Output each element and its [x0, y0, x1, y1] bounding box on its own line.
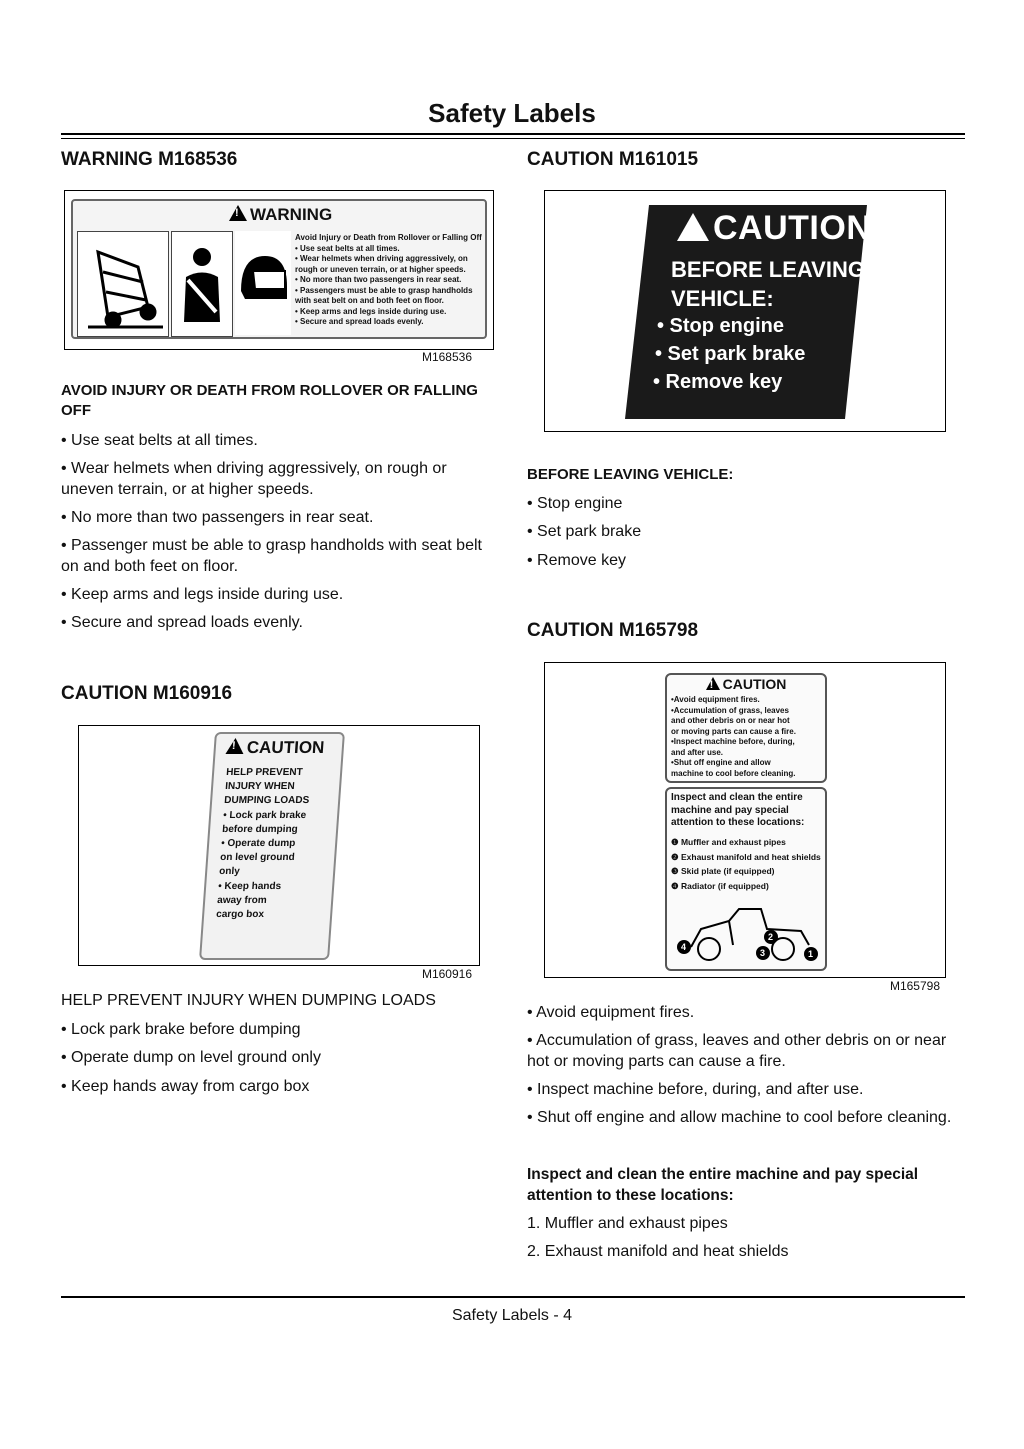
warning-m168536-subheading: AVOID INJURY OR DEATH FROM ROLLOVER OR FALLING OFF [61, 382, 478, 419]
caution-m160916-subheading: HELP PREVENT INJURY WHEN DUMPING LOADS [61, 992, 436, 1009]
list-item: • Wear helmets when driving aggressively, on rough or uneven terrain, or at higher speeds. [61, 460, 447, 498]
caution-m165798-code: M165798 [889, 979, 940, 993]
list-item: • Use seat belts at all times. [61, 432, 258, 449]
list-item: • Operate dump on level ground only [61, 1049, 321, 1066]
caution-m160916-decal-frame [78, 725, 480, 966]
list-item: • Shut off engine and allow machine to cool before cleaning. [527, 1109, 952, 1126]
rollover-pictogram-icon [77, 231, 169, 337]
numbered-item: 2. Exhaust manifold and heat shields [527, 1243, 789, 1260]
caution-m160916-heading: CAUTION M160916 [61, 683, 233, 704]
seatbelt-pictogram-icon [171, 231, 233, 337]
leaving-vehicle-decal-title: BEFORE LEAVING VEHICLE: [671, 257, 865, 311]
list-item: • Secure and spread loads evenly. [61, 614, 303, 631]
svg-text:4: 4 [681, 942, 687, 952]
svg-text:3: 3 [760, 948, 766, 958]
inspect-title: Inspect and clean the entire machine and pay special attention to these locations: [671, 792, 805, 828]
leaving-vehicle-decal-header: CAUTION [677, 209, 871, 248]
alert-triangle-icon [677, 213, 709, 241]
list-item: • Stop engine [527, 495, 623, 512]
fire-caution-decal-bottom [665, 787, 827, 971]
caution-m160916-code: M160916 [421, 967, 472, 981]
caution-m161015-heading: CAUTION M161015 [527, 149, 699, 170]
svg-text:2: 2 [768, 932, 774, 942]
warning-decal-header: !WARNING [229, 205, 332, 225]
list-item: • Avoid equipment fires. [527, 1004, 695, 1021]
fire-caution-header: !CAUTION [667, 676, 825, 692]
list-item: • Passenger must be able to grasp handholds with seat belt on and both feet on floor. [61, 537, 482, 575]
warning-decal [71, 199, 487, 339]
list-item: • Set park brake [527, 523, 642, 540]
alert-triangle-icon [706, 677, 720, 690]
alert-triangle-icon [225, 738, 244, 754]
decal-item: • Set park brake [655, 343, 806, 365]
caution-m165798-subheading: Inspect and clean the entire machine and pay special attention to these locations: [527, 1166, 919, 1204]
alert-triangle-icon [229, 205, 247, 221]
list-item: • Keep arms and legs inside during use. [61, 586, 344, 603]
list-item: • Remove key [527, 552, 626, 569]
list-item: • Lock park brake before dumping [61, 1021, 301, 1038]
numbered-item: 1. Muffler and exhaust pipes [527, 1215, 728, 1232]
footer-rule [61, 1296, 965, 1298]
title-rule [61, 133, 965, 135]
dump-caution-text: HELP PREVENT INJURY WHEN DUMPING LOADS • Lock park brake before dumping • Operate dump on level ground only • Keep hands away from cargo box [215, 767, 310, 921]
decal-item: • Stop engine [657, 315, 785, 337]
svg-text:1: 1 [808, 949, 814, 959]
list-item: • No more than two passengers in rear seat. [61, 509, 374, 526]
page-footer: Safety Labels - 4 [451, 1307, 573, 1324]
fire-caution-decal-top [665, 673, 827, 783]
page-title: Safety Labels [428, 98, 596, 128]
caution-m161015-decal-frame [544, 190, 946, 432]
caution-m165798-heading: CAUTION M165798 [527, 620, 699, 641]
warning-m168536-code: M168536 [421, 350, 472, 364]
list-item: • Inspect machine before, during, and after use. [527, 1081, 864, 1098]
dump-caution-header: !CAUTION [225, 738, 325, 758]
inspect-locations: ❶ Muffler and exhaust pipes ❷ Exhaust manifold and heat shields ❸ Skid plate (if equipped) ❹ Radiator (if equipped) [671, 837, 821, 891]
caution-m165798-decal-frame [544, 662, 946, 978]
list-item: • Keep hands away from cargo box [61, 1078, 310, 1095]
warning-decal-text: Avoid Injury or Death from Rollover or Falling Off • Use seat belts at all times. • Wear helmets when driving aggressively, on rough or uneven terrain, or at higher speeds. • No more than two passengers in rear seat. • Passengers must be able to grasp handholds with seat belt on and both feet on floor. • Keep arms and legs inside during use. • Secure and spread loads evenly. [295, 233, 482, 326]
title-rule-thin [61, 138, 965, 139]
utility-vehicle-diagram-icon [671, 899, 823, 969]
warning-m168536-decal-frame [64, 190, 494, 350]
fire-caution-text: •Avoid equipment fires. •Accumulation of grass, leaves and other debris on or near hot or moving parts can cause a fire. •Inspect machine before, during, and after use. •Shut off engine and allow machine to cool before cleaning. [671, 695, 796, 778]
warning-m168536-heading: WARNING M168536 [61, 149, 238, 170]
dump-caution-decal [199, 732, 345, 960]
list-item: • Accumulation of grass, leaves and other debris on or near hot or moving parts can cause a fire. [527, 1032, 947, 1070]
decal-item: • Remove key [653, 371, 783, 393]
caution-m161015-subheading: BEFORE LEAVING VEHICLE: [527, 466, 734, 483]
helmet-pictogram-icon [235, 231, 291, 335]
